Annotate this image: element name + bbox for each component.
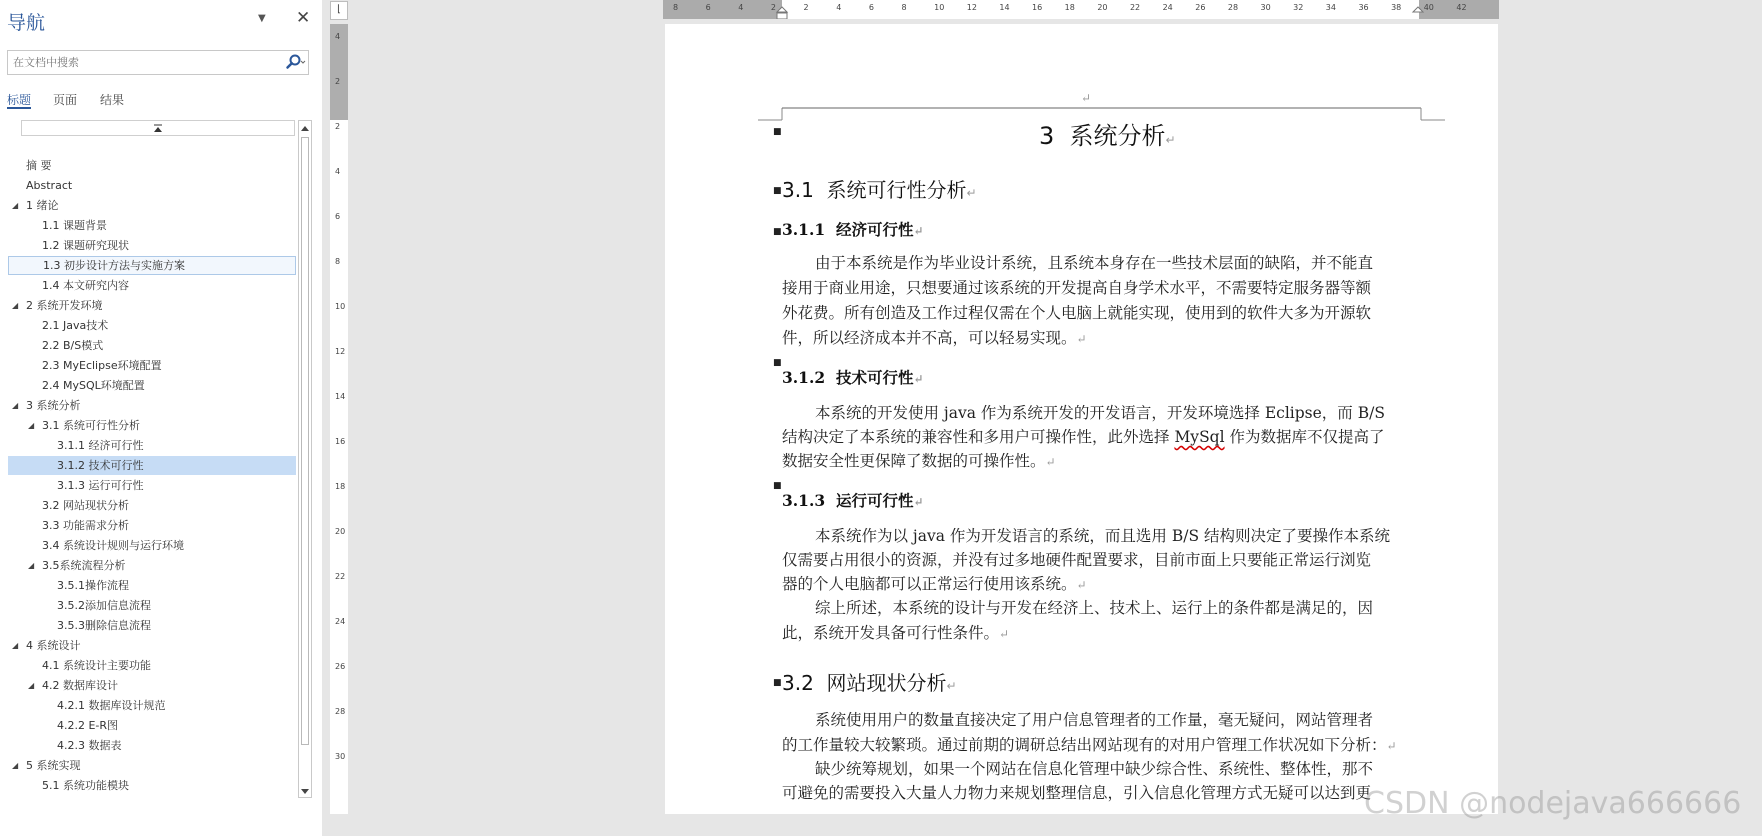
nav-tree-label: 2.2 B/S模式 <box>42 339 104 352</box>
indent-markers <box>663 0 1499 19</box>
chapter-heading: 3 系统分析↵ <box>1039 122 1176 150</box>
heading-bullet: ■ <box>773 186 782 196</box>
ruler-tick-label: 6 <box>335 212 341 221</box>
subsection-heading-3-1-1: 3.1.1 经济可行性↵ <box>782 220 924 239</box>
nav-tree-item[interactable] <box>8 756 296 775</box>
heading-bullet: ■ <box>773 678 782 688</box>
nav-tree-item[interactable] <box>8 376 296 395</box>
ruler-tick-label: 6 <box>705 3 711 12</box>
collapse-up-icon <box>153 124 163 133</box>
paragraph-line: 本系统作为以 java 作为开发语言的系统，而且选用 B/S 结构则决定了要操作本系统 <box>815 527 1390 545</box>
ruler-tick-label: 2 <box>803 3 809 12</box>
nav-tree-item[interactable] <box>8 456 296 475</box>
ruler-tick-label: 30 <box>1260 3 1271 12</box>
nav-tree-item[interactable] <box>8 596 296 615</box>
ruler-tick-label: 22 <box>335 572 346 581</box>
nav-tree-label: 5.1 系统功能模块 <box>42 779 129 792</box>
nav-tree-item[interactable] <box>8 296 296 315</box>
expand-arrow-icon[interactable]: ◢ <box>28 681 35 690</box>
ruler-tick-label: 8 <box>901 3 907 12</box>
ruler-tick-label: 4 <box>738 3 744 12</box>
scroll-down-icon[interactable] <box>299 783 311 797</box>
ruler-tick-label: 8 <box>673 3 679 12</box>
nav-tree-label: 3.1.3 运行可行性 <box>57 479 144 492</box>
tab-selector[interactable]: ⌊ <box>330 1 348 20</box>
paragraph-line: 可避免的需要投入大量人力物力来规划整理信息，引入信息化管理方式无疑可以达到更 <box>782 784 1372 802</box>
expand-arrow-icon[interactable]: ◢ <box>12 401 19 410</box>
nav-tree-label: 2.4 MySQL环境配置 <box>42 379 145 392</box>
paragraph-line: 由于本系统是作为毕业设计系统，且系统本身存在一些技术层面的缺陷，并不能直 <box>815 254 1374 272</box>
nav-title: 导航 <box>7 12 46 34</box>
ruler-tick-label: 36 <box>1358 3 1369 12</box>
paragraph-line: 缺少统筹规划，如果一个网站在信息化管理中缺少综合性、系统性、整体性，那不 <box>815 760 1374 778</box>
nav-tree-item[interactable] <box>8 196 296 215</box>
nav-tree-item[interactable] <box>8 216 296 235</box>
search-input[interactable] <box>8 51 278 74</box>
nav-tree-item[interactable] <box>8 176 296 195</box>
nav-tree-item[interactable] <box>8 536 296 555</box>
section-heading-3-1: 3.1 系统可行性分析↵ <box>782 178 977 202</box>
search-icon[interactable] <box>284 53 308 73</box>
tab-results[interactable]: 结果 <box>100 93 125 107</box>
ruler-tick-label: 26 <box>335 662 346 671</box>
horizontal-ruler[interactable] <box>663 0 1499 19</box>
nav-tree-label: 3.2 网站现状分析 <box>42 499 129 512</box>
ruler-tick-label: 24 <box>335 617 346 626</box>
ruler-tick-label: 28 <box>335 707 346 716</box>
nav-tree-label: 3 系统分析 <box>26 399 81 412</box>
nav-tree-label: Abstract <box>26 179 73 192</box>
ruler-tick-label: 4 <box>335 32 341 41</box>
nav-tree-item[interactable] <box>8 636 296 655</box>
nav-tree-item[interactable] <box>8 436 296 455</box>
ruler-tick-label: 10 <box>934 3 945 12</box>
nav-tree-label: 3.1.1 经济可行性 <box>57 439 144 452</box>
nav-tree-label: 4 系统设计 <box>26 639 81 652</box>
ruler-tick-label: 34 <box>1325 3 1336 12</box>
heading-bullet: ■ <box>773 481 782 491</box>
ruler-tick-label: 4 <box>335 167 341 176</box>
nav-tree-label: 2 系统开发环境 <box>26 299 103 312</box>
ruler-tick-label: 30 <box>335 752 346 761</box>
ruler-tick-label: 20 <box>335 527 346 536</box>
paragraph-line: 此，系统开发具备可行性条件。↵ <box>782 624 1010 642</box>
ruler-tick-label: 12 <box>966 3 977 12</box>
nav-tree-item[interactable] <box>8 516 296 535</box>
expand-arrow-icon[interactable]: ◢ <box>12 641 19 650</box>
ruler-tick-label: 42 <box>1456 3 1467 12</box>
tab-pages[interactable]: 页面 <box>53 93 78 107</box>
nav-tree-label: 摘 要 <box>26 159 52 172</box>
nav-tree-item[interactable] <box>8 236 296 255</box>
nav-scrollbar[interactable] <box>298 120 312 798</box>
subsection-heading-3-1-3: 3.1.3 运行可行性↵ <box>782 491 924 510</box>
nav-tree-item[interactable] <box>8 616 296 635</box>
ruler-tick-label: 26 <box>1195 3 1206 12</box>
nav-tree-label: 4.2.2 E-R图 <box>57 719 119 732</box>
nav-tree-item[interactable] <box>8 496 296 515</box>
paragraph-line: 仅需要占用很小的资源，并没有过多地硬件配置要求，目前市面上只要能正常运行浏览 <box>782 551 1372 569</box>
ruler-tick-label: 2 <box>335 122 341 131</box>
ruler-tick-label: 8 <box>335 257 341 266</box>
nav-tree-item[interactable] <box>8 696 296 715</box>
nav-tree-label: 4.2.1 数据库设计规范 <box>57 699 166 712</box>
ruler-tick-label: 14 <box>335 392 346 401</box>
nav-tree-label: 5 系统实现 <box>26 759 81 772</box>
nav-tree-item[interactable] <box>8 656 296 675</box>
nav-tree-label: 3.1.2 技术可行性 <box>57 459 144 472</box>
ruler-tick-label: 2 <box>335 77 341 86</box>
paragraph-line: 件，所以经济成本并不高，可以轻易实现。↵ <box>782 329 1087 347</box>
nav-tree-label: 3.5.2添加信息流程 <box>57 599 151 612</box>
expand-arrow-icon[interactable]: ◢ <box>12 201 19 210</box>
nav-tree-item[interactable] <box>8 776 296 795</box>
navigation-pane <box>0 0 322 836</box>
nav-tree-label: 3.1 系统可行性分析 <box>42 419 140 432</box>
heading-bullet: ■ <box>773 227 782 237</box>
ruler-tick-label: 28 <box>1227 3 1239 12</box>
ruler-tick-label: 2 <box>770 3 776 12</box>
expand-arrow-icon[interactable]: ◢ <box>12 761 19 770</box>
nav-tree-label: 3.5系统流程分析 <box>42 559 126 572</box>
heading-bullet: ■ <box>773 127 782 137</box>
paragraph-line: 数据安全性更保障了数据的可操作性。↵ <box>782 452 1056 470</box>
nav-tree-item[interactable] <box>8 156 296 175</box>
nav-tree-item[interactable] <box>8 476 296 495</box>
ruler-tick-label: 18 <box>335 482 346 491</box>
ruler-tick-label: 40 <box>1423 3 1434 12</box>
search-box[interactable] <box>7 50 309 75</box>
expand-arrow-icon[interactable]: ◢ <box>12 301 19 310</box>
vertical-ruler[interactable] <box>330 24 348 814</box>
paragraph-line: 结构决定了本系统的兼容性和多用户可操作性，此外选择 MySql 作为数据库不仅提高了 <box>782 428 1385 446</box>
nav-tree-item[interactable] <box>8 396 296 415</box>
active-tab-indicator <box>7 107 31 109</box>
nav-tree-item[interactable] <box>8 256 296 275</box>
subsection-heading-3-1-2: 3.1.2 技术可行性↵ <box>782 368 924 387</box>
document-page[interactable] <box>665 24 1498 814</box>
ruler-tick-label: 22 <box>1129 3 1141 12</box>
ruler-tick-label: 6 <box>868 3 874 12</box>
ruler-tick-label: 20 <box>1097 3 1108 12</box>
nav-tree-label: 2.3 MyEclipse环境配置 <box>42 359 162 372</box>
ruler-tick-label: 14 <box>999 3 1010 12</box>
scroll-up-icon[interactable] <box>299 121 311 135</box>
nav-tree-label: 3.5.1操作流程 <box>57 579 129 592</box>
nav-tree-label: 2.1 Java技术 <box>42 319 109 332</box>
nav-tree-item[interactable] <box>8 736 296 755</box>
nav-tree-label: 1.3 初步设计方法与实施方案 <box>43 259 185 272</box>
nav-tree-item[interactable] <box>8 316 296 335</box>
nav-tree-label: 1 绪论 <box>26 199 59 212</box>
close-icon[interactable]: ✕ <box>296 8 311 28</box>
nav-tree-item[interactable] <box>8 336 296 355</box>
paragraph-line: 的工作量较大较繁琐。通过前期的调研总结出网站现有的对用户管理工作状况如下分析：↵ <box>782 736 1397 754</box>
heading-bullet: ■ <box>773 358 782 368</box>
ruler-tick-label: 10 <box>335 302 346 311</box>
nav-options-dropdown-icon[interactable]: ▼ <box>258 13 266 24</box>
nav-tree-item[interactable] <box>8 716 296 735</box>
paragraph-line: 接用于商业用途，只想要通过该系统的开发提高自身学术水平，不需要特定服务器等额 <box>782 279 1372 297</box>
ruler-tick-label: 4 <box>836 3 842 12</box>
nav-tree-item[interactable] <box>8 276 296 295</box>
nav-tree-label: 1.4 本文研究内容 <box>42 279 129 292</box>
paragraph-line: 系统使用用户的数量直接决定了用户信息管理者的工作量，毫无疑问，网站管理者 <box>815 711 1374 729</box>
nav-tree-label: 1.2 课题研究现状 <box>42 239 129 252</box>
paragraph-line: 本系统的开发使用 java 作为系统开发的开发语言，开发环境选择 Eclipse，而 B/S <box>815 404 1385 422</box>
scroll-thumb[interactable] <box>301 137 309 745</box>
expand-arrow-icon[interactable]: ◢ <box>28 421 35 430</box>
ruler-tick-label: 12 <box>335 347 346 356</box>
spelling-error-word[interactable]: MySql <box>1174 428 1225 446</box>
nav-tree-item[interactable] <box>8 416 296 435</box>
nav-tree-item[interactable] <box>8 576 296 595</box>
nav-tree-item[interactable] <box>8 676 296 695</box>
nav-tree-label: 3.5.3删除信息流程 <box>57 619 151 632</box>
section-heading-3-2: 3.2 网站现状分析↵ <box>782 671 957 695</box>
nav-tree-label: 4.2 数据库设计 <box>42 679 118 692</box>
nav-tree-label: 3.3 功能需求分析 <box>42 519 129 532</box>
nav-tree-item[interactable] <box>8 556 296 575</box>
paragraph-line: 器的个人电脑都可以正常运行使用该系统。↵ <box>782 575 1087 593</box>
collapse-all-button[interactable] <box>21 120 295 136</box>
ruler-tick-label: 24 <box>1162 3 1173 12</box>
paragraph-line: 外花费。所有创造及工作过程仅需在个人电脑上就能实现，使用到的软件大多为开源软 <box>782 304 1372 322</box>
header-return-mark: ↵ <box>1081 91 1092 105</box>
tab-headings[interactable]: 标题 <box>7 93 32 107</box>
nav-tree-label: 4.1 系统设计主要功能 <box>42 659 151 672</box>
nav-tree-label: 4.2.3 数据表 <box>57 739 122 752</box>
nav-tree-label: 3.4 系统设计规则与运行环境 <box>42 539 184 552</box>
paragraph-line: 综上所述，本系统的设计与开发在经济上、技术上、运行上的条件都是满足的，因 <box>815 599 1374 617</box>
watermark: CSDN @nodejava666666 <box>1364 786 1742 821</box>
expand-arrow-icon[interactable]: ◢ <box>28 561 35 570</box>
ruler-tick-label: 16 <box>1032 3 1043 12</box>
ruler-tick-label: 32 <box>1293 3 1304 12</box>
ruler-tick-label: 38 <box>1391 3 1402 12</box>
nav-tree-label: 1.1 课题背景 <box>42 219 107 232</box>
ruler-tick-label: 16 <box>335 437 346 446</box>
nav-tree-item[interactable] <box>8 356 296 375</box>
ruler-tick-label: 18 <box>1064 3 1075 12</box>
